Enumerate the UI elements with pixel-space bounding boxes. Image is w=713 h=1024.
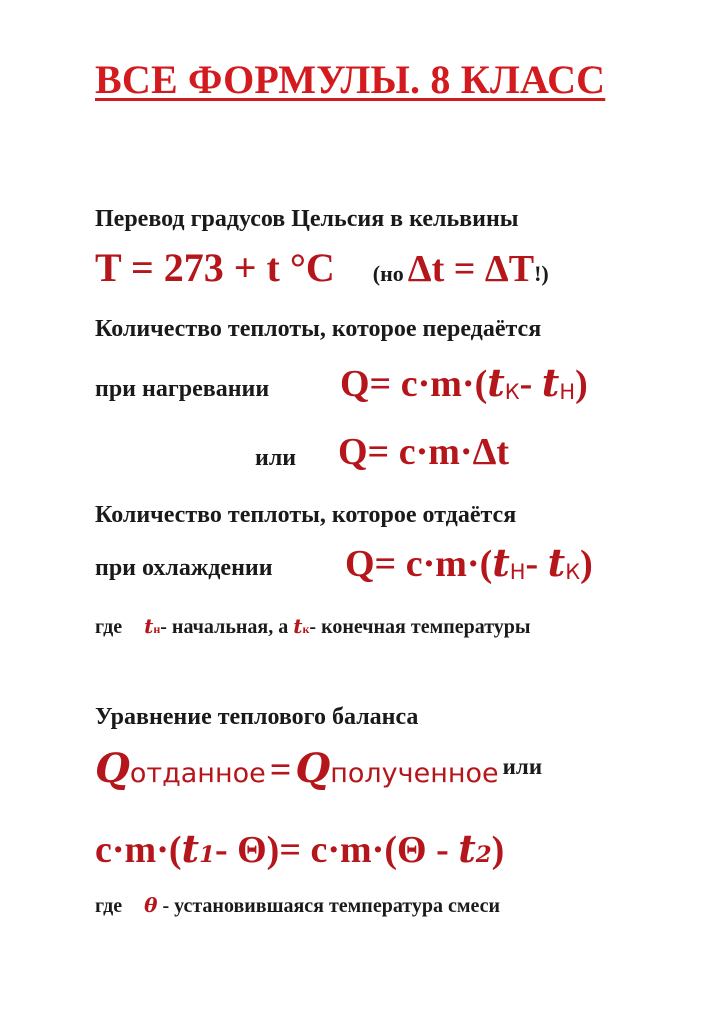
balance-q2: Q [295,745,331,792]
heating-minus: - [519,363,542,405]
cooling-sub-k: К [565,560,581,585]
celsius-note-formula: Δt = ΔT [407,248,535,290]
celsius-heading: Перевод градусов Цельсия в кельвины [95,206,519,232]
balance-f2-c: ) [491,829,505,871]
balance-q1-sub: отданное [129,758,266,789]
balance-t2-sub: 2 [475,842,492,868]
heating-sub-n: Н [559,380,576,405]
cooling-minus: - [525,543,548,585]
cooling-where-label: где [95,616,123,638]
balance-t1-sub: 1 [199,842,215,868]
heating-heading-line2: при нагревании [95,376,270,402]
page-title: ВСЕ ФОРМУЛЫ. 8 КЛАСС [95,57,606,102]
balance-f2-b: - Θ)= c·m·(Θ - [214,829,459,871]
celsius-formula-row [95,244,549,291]
heating-t-k: t [487,360,505,405]
balance-heading: Уравнение теплового баланса [95,704,419,730]
balance-or-label: или [502,754,543,779]
balance-where-text: - установившаяся температура смеси [162,895,501,917]
balance-q2-sub: полученное [330,758,499,789]
heating-formula-alt: Q= c·m·Δt [338,431,510,473]
balance-formula-2 [95,826,504,872]
cooling-close: ) [580,543,593,585]
heating-formula-prefix: Q= c·m·( [340,363,488,405]
balance-theta: θ [144,893,158,917]
heating-t-n: t [541,360,560,405]
balance-t2: t [458,826,476,871]
cooling-sub-n: Н [509,560,526,585]
cooling-where-line [95,614,531,639]
celsius-formula: T = 273 + t °C [95,245,335,290]
cooling-heading-line2: при охлаждении [95,555,273,581]
balance-where-line [95,893,500,918]
heating-or-label: или [255,445,297,471]
cooling-formula [345,540,593,586]
heating-sub-k: К [504,380,520,405]
balance-t1: t [181,826,200,871]
celsius-note-open: (но [372,261,404,286]
cooling-where-t1: t [144,614,154,638]
balance-eq: = [269,749,292,791]
balance-f2-a: c·m·( [95,829,182,871]
cooling-t-k: t [547,540,566,585]
cooling-t-n: t [492,540,510,585]
balance-q1: Q [95,745,130,792]
cooling-heading-line1: Количество теплоты, которое отдаётся [95,502,517,528]
cooling-where-s2: к [302,622,310,636]
cooling-where-text2: - конечная температуры [309,616,531,638]
heating-heading-line1: Количество теплоты, которое передаётся [95,316,542,342]
cooling-where-s1: н [153,622,161,636]
heating-formula [340,360,588,406]
balance-formula-row [95,745,542,792]
cooling-where-t2: t [293,614,303,638]
balance-where-label: где [95,895,123,917]
cooling-formula-prefix: Q= c·m·( [345,543,493,585]
cooling-where-text1: - начальная, а [160,616,289,638]
celsius-note-close: !) [534,261,549,286]
heating-close: ) [575,363,588,405]
